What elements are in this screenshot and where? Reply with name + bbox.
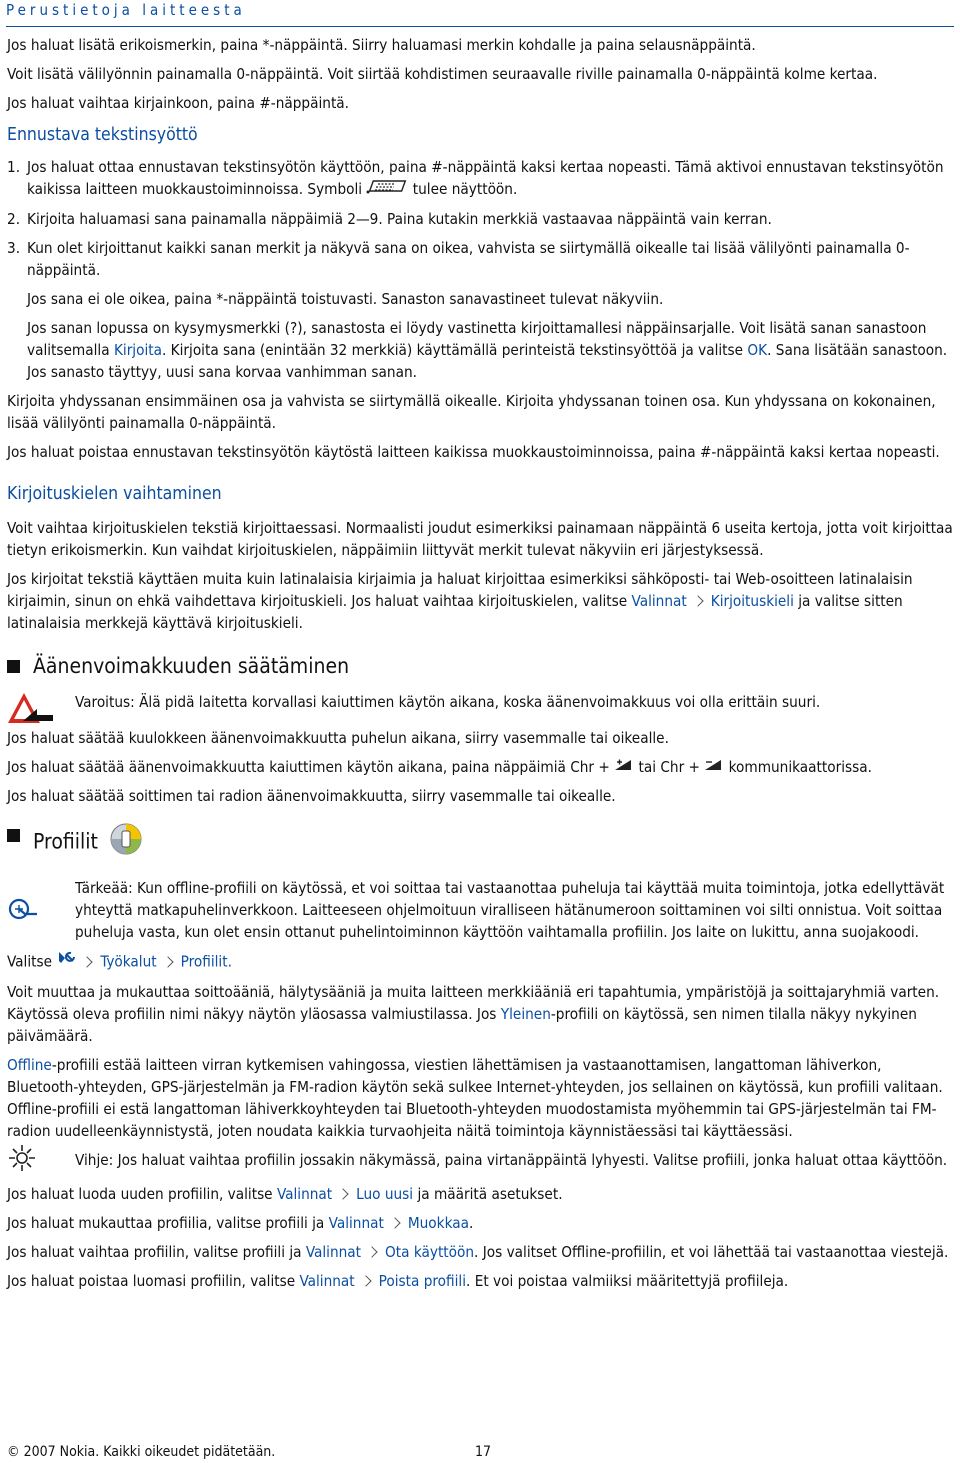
chevron-right-icon	[366, 1246, 377, 1257]
step-number: 3.	[7, 238, 21, 257]
language-heading: Kirjoituskielen vaihtaminen	[7, 483, 222, 504]
warning-icon	[7, 691, 55, 733]
profiles-paragraph-1	[7, 981, 955, 1047]
luo-uusi-command[interactable]: Luo uusi	[356, 1185, 414, 1203]
heading-text: Äänenvoimakkuuden säätäminen	[33, 653, 350, 678]
volume-up-icon	[614, 756, 634, 778]
step-text-end: tulee näyttöön.	[412, 180, 518, 198]
step-3-para-2: Jos sana ei ole oikea, paina *-näppäintä toistuvasti. Sanaston sanavastineet tulevat näkyviin.	[27, 289, 664, 308]
important-icon	[7, 897, 39, 929]
delete-profile-paragraph	[7, 1270, 955, 1292]
step-text: Kirjoita haluamasi sana painamalla näppäimiä 2—9. Paina kutakin merkkiä vastaavaa näppäintä vain kerran.	[27, 209, 772, 228]
valinnat-command[interactable]: Valinnat	[305, 1243, 362, 1261]
text: Jos sanan lopussa on kysymysmerkki (?), sanastosta ei löydy vastinetta kirjoittamallesi näppäinsarjalle. Voit lisätä sanan sanastoon valitsemalla	[27, 318, 927, 359]
valinnat-command[interactable]: Valinnat	[276, 1185, 333, 1203]
text: Jos haluat luoda uuden profiilin, valitse	[7, 1185, 273, 1203]
valinnat-command[interactable]: Valinnat	[631, 591, 687, 610]
text: Voit vaihtaa kirjoituskielen tekstiä kirjoittaessasi. Normaalisti joudut esimerkiksi painamaan näppäintä	[7, 518, 708, 537]
tip-note	[7, 1149, 955, 1171]
tip-text: Jos haluat vaihtaa profiilin jossakin näkymässä, paina virtanäppäintä lyhyesti. Valitse profiili, jonka haluat ottaa käyttöön.	[117, 1151, 948, 1169]
page-number: 17	[475, 1444, 492, 1460]
chevron-right-icon	[82, 956, 93, 967]
warning-label: Varoitus:	[75, 692, 135, 711]
predictive-steps	[7, 156, 955, 383]
chevron-right-icon	[337, 1188, 348, 1199]
key-label: 6	[711, 518, 721, 537]
profiles-path	[7, 950, 955, 974]
step-3	[7, 237, 955, 383]
volume-paragraph-2	[7, 756, 955, 779]
intro-paragraph-3: Jos haluat vaihtaa kirjainkoon, paina #-näppäintä.	[7, 94, 350, 112]
tools-icon	[56, 950, 76, 974]
text: . Sana lisätään sanastoon. Jos sanasto täyttyy, uusi sana korvaa vanhimman sanan.	[27, 340, 948, 381]
profiilit-command[interactable]: Profiilit	[180, 952, 228, 971]
page-content	[7, 34, 955, 1299]
text: Jos haluat säätää äänenvoimakkuutta kaiuttimen käytön aikana, paina näppäimiä Chr +	[7, 757, 610, 776]
yleinen-profile-link[interactable]: Yleinen	[500, 1005, 551, 1023]
important-text: Kun offline-profiili on käytössä, et voi soittaa tai vastaanottaa puheluja tai käyttää muita toimintoja, jotka edellyttävät yhteyttä matkapuhelinverkkoon. Laitteeseen ohjelmoituun viralliseen hätänumeroon soittaminen voi silti onnistua. Voit soittaa puheluja vasta, kun olet ensin ottanut puhelintoiminnon käyttöön vaihtamalla profiilin. Jos laite on lukittu, anna suojakoodi.	[75, 879, 945, 941]
text: ja valitse sitten latinalaisia merkkejä käyttävä kirjoituskieli.	[7, 591, 903, 632]
text: useita kertoja, jotta voit kirjoittaa tietyn erikoismerkin. Kun vaihdat kirjoituskielen, näppäimiin liittyvät merkit tulevat näkyviin eri järjestyksessä.	[7, 518, 953, 559]
predictive-heading: Ennustava tekstinsyöttö	[7, 125, 198, 145]
warning-note	[7, 691, 955, 713]
profiles-section-heading	[7, 821, 955, 864]
language-paragraph-1	[7, 517, 955, 561]
warning-text: Älä pidä laitetta korvallasi kaiuttimen käytön aikana, koska äänenvoimakkuus voi olla erittäin suuri.	[139, 692, 821, 711]
text: Jos haluat poistaa luomasi profiilin, valitse	[7, 1272, 296, 1290]
profiles-paragraph-2	[7, 1054, 955, 1142]
step-3-para-3	[27, 317, 955, 383]
step-2	[7, 208, 955, 230]
step-number: 1.	[7, 158, 21, 176]
offline-profile-link[interactable]: Offline	[7, 1056, 52, 1074]
step-3-para-1: Kun olet kirjoittanut kaikki sanan merkit ja näkyvä sana on oikea, vahvista se siirtymällä oikealle tai lisää välilyönti painamalla 0-näppäintä.	[27, 238, 910, 279]
text: .	[468, 1214, 474, 1232]
text: kommunikaattorissa.	[728, 757, 872, 776]
ok-command[interactable]: OK	[747, 340, 768, 359]
step-text: Jos haluat ottaa ennustavan tekstinsyötön käyttöön, paina #-näppäintä kaksi kertaa nopeasti. Tämä aktivoi ennustavan tekstinsyötön kaikissa laitteen muokkaustoiminnoissa. Symboli	[27, 158, 944, 198]
poista-profiili-command[interactable]: Poista profiili	[378, 1272, 467, 1290]
volume-down-icon	[704, 756, 724, 778]
text: tai Chr +	[638, 757, 700, 776]
chevron-right-icon	[389, 1217, 400, 1228]
disable-predictive-paragraph: Jos haluat poistaa ennustavan tekstinsyötön käytöstä laitteen kaikissa muokkaustoiminnoissa, paina #-näppäintä kaksi kertaa nopeasti.	[7, 442, 940, 461]
compound-word-paragraph: Kirjoita yhdyssanan ensimmäinen osa ja vahvista se siirtymällä oikealle. Kirjoita yhdyssanan toinen osa. Kun yhdyssana on kokonainen, lisää välilyönti painamalla 0-näppäintä.	[7, 391, 936, 432]
muokkaa-command[interactable]: Muokkaa	[407, 1214, 469, 1232]
text: . Kirjoita sana (enintään 32 merkkiä) käyttämällä perinteistä tekstinsyöttöä ja valitse	[161, 340, 744, 359]
create-profile-paragraph	[7, 1183, 955, 1205]
kirjoituskieli-command[interactable]: Kirjoituskieli	[710, 591, 794, 610]
running-header: Perustietoja laitteesta	[6, 1, 246, 19]
volume-paragraph-1: Jos haluat säätää kuulokkeen äänenvoimakkuutta puhelun aikana, siirry vasemmalle tai oikealle.	[7, 728, 669, 747]
text: ja määritä asetukset.	[417, 1185, 563, 1203]
text: .	[227, 952, 232, 971]
heading-text: Profiilit	[33, 829, 98, 854]
step-number: 2.	[7, 209, 21, 228]
important-note	[7, 877, 955, 943]
text: Valitse	[7, 952, 53, 971]
important-label: Tärkeää:	[75, 879, 133, 897]
tip-label: Vihje:	[75, 1151, 114, 1169]
edit-profile-paragraph	[7, 1212, 955, 1234]
text: . Jos valitset Offline-profiilin, et voi lähettää tai vastaanottaa viestejä.	[474, 1243, 949, 1261]
kirjoita-command[interactable]: Kirjoita	[113, 340, 162, 359]
intro-paragraph-2: Voit lisätä välilyönnin painamalla 0-näppäintä. Voit siirtää kohdistimen seuraavalle riville painamalla 0-näppäintä kolme kertaa.	[7, 65, 878, 83]
chevron-right-icon	[162, 956, 173, 967]
text: Jos haluat vaihtaa profiilin, valitse profiili ja	[7, 1243, 302, 1261]
ota-kayttoon-command[interactable]: Ota käyttöön	[385, 1243, 475, 1261]
volume-section-heading	[7, 652, 955, 680]
text: -profiili estää laitteen virran kytkemisen vahingossa, viestien lähettämisen ja vastaanottamisen, langattoman lähiverkon, Bluetooth-yhteyden, GPS-järjestelmän ja FM-radion käytön sekä sulkee Internet-yhteyden, jos sellainen on käytössä, kun profiili valitaan. Offline-profiili ei estä langattoman lähiverkkoyhteyden tai Bluetooth-yhteyden muodostamista myöhemmin tai GPS-järjestelmän tai FM-radion uudelleenkäynnistystä, joten noudata kaikkia turvaohjeita näitä toimintoja käynnistäessäsi tai käyttäessäsi.	[7, 1056, 943, 1140]
text: . Et voi poistaa valmiiksi määritettyjä profiileja.	[466, 1272, 789, 1290]
volume-paragraph-3: Jos haluat säätää soittimen tai radion äänenvoimakkuutta, siirry vasemmalle tai oikealle.	[7, 787, 616, 805]
tyokalut-command[interactable]: Työkalut	[100, 952, 157, 971]
valinnat-command[interactable]: Valinnat	[299, 1272, 355, 1290]
text: -profiili on käytössä, sen nimen tilalla näkyy nykyinen päivämäärä.	[7, 1005, 917, 1045]
valinnat-command[interactable]: Valinnat	[328, 1214, 384, 1232]
predictive-text-icon	[366, 179, 408, 201]
section-bullet-icon	[7, 829, 20, 842]
text: Jos haluat mukauttaa profiilia, valitse profiili ja	[7, 1214, 325, 1232]
chevron-right-icon	[360, 1275, 371, 1286]
tip-icon	[7, 1143, 37, 1179]
intro-paragraph-1: Jos haluat lisätä erikoismerkin, paina *-näppäintä. Siirry haluamasi merkin kohdalle ja paina selausnäppäintä.	[7, 36, 756, 54]
copyright-text: © 2007 Nokia. Kaikki oikeudet pidätetään.	[7, 1444, 276, 1460]
header-rule	[6, 26, 954, 27]
profiles-app-icon	[108, 821, 144, 864]
change-profile-paragraph	[7, 1241, 955, 1263]
language-paragraph-2	[7, 568, 955, 634]
chevron-right-icon	[692, 595, 703, 606]
text: Voit muuttaa ja mukauttaa soittoääniä, hälytysääniä ja muita laitteen merkkiääniä eri tapahtumia, ympäristöjä ja soittajaryhmiä varten. Käytössä oleva profiilin nimi näkyy näytön yläosassa valmiustilassa. Jos	[7, 983, 940, 1023]
section-bullet-icon	[7, 660, 20, 673]
step-1	[7, 156, 955, 201]
text: Jos kirjoitat tekstiä käyttäen muita kuin latinalaisia kirjaimia ja haluat kirjoittaa esimerkiksi sähköposti- tai Web-osoitteen latinalaisin kirjaimin, sinun on ehkä vaihdettava kirjoituskieli. Jos haluat vaihtaa kirjoituskielen, valitse	[7, 569, 913, 610]
